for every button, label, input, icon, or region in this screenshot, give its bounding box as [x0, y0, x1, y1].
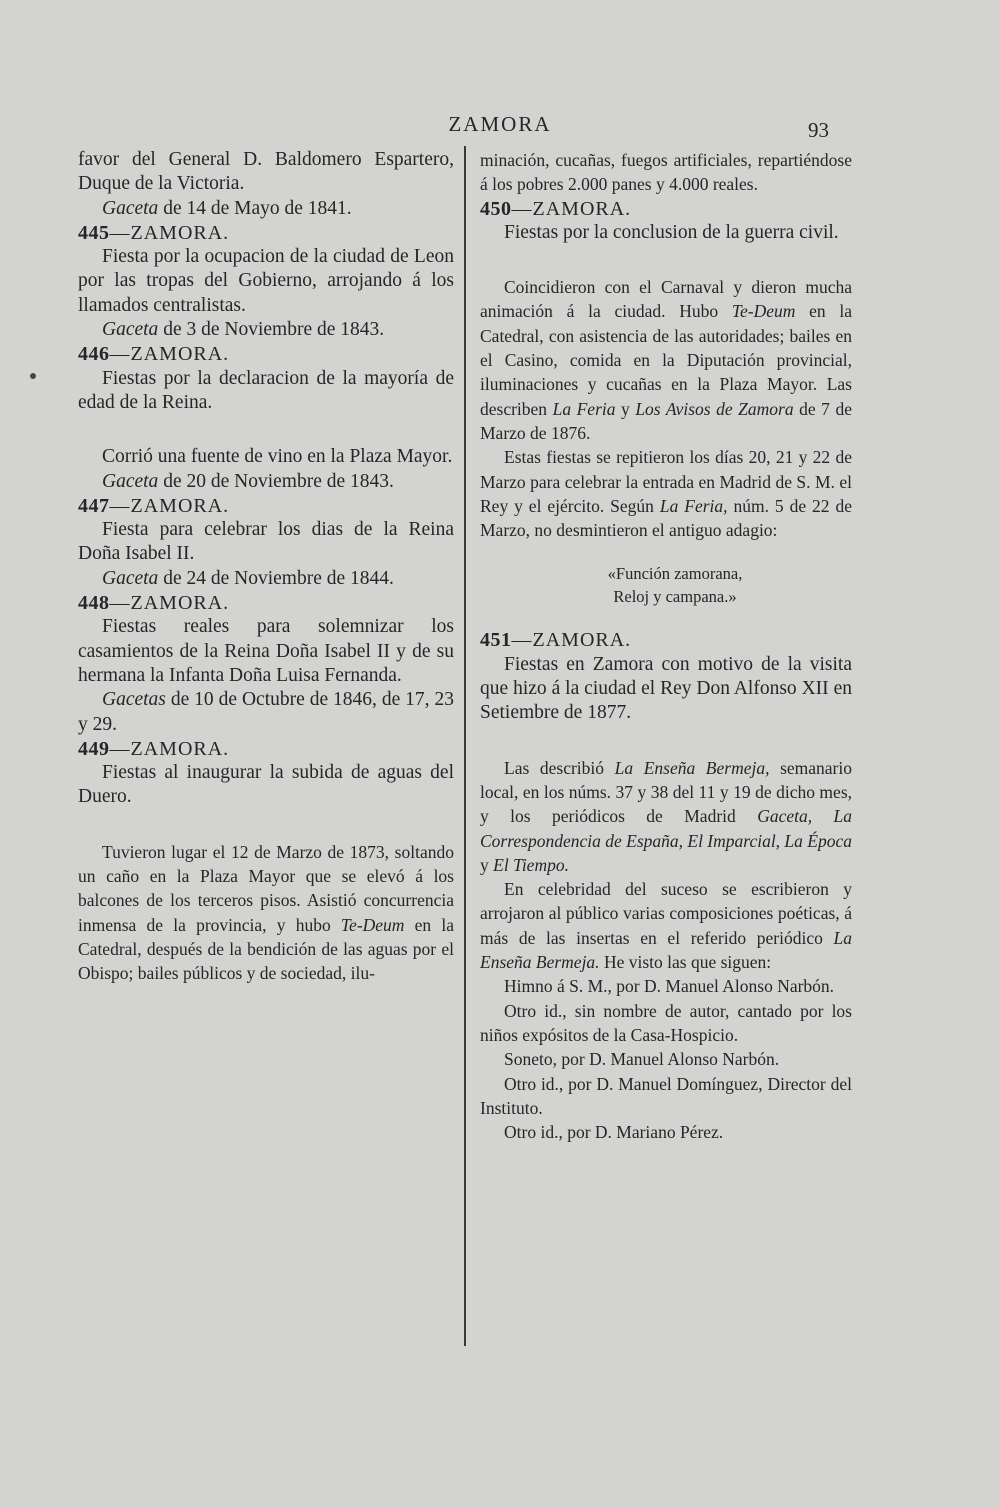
- entry-heading-449: 449—ZAMORA.: [78, 737, 230, 760]
- running-head: ZAMORA: [448, 112, 552, 136]
- list-item: Otro id., por D. Manuel Domínguez, Director del Instituto.: [480, 1073, 852, 1118]
- adage-quote: [480, 562, 852, 608]
- continued-text: minación, cucañas, fuegos artificiales, repartiéndose á los pobres 2.000 panes y 4.000 reales.: [480, 150, 852, 195]
- entry-text-447: Fiesta para celebrar los dias de la Reina Doña Isabel II.: [78, 519, 454, 565]
- entry-text-448: Fiestas reales para solemnizar los casamientos de la Reina Doña Isabel II y de su hermana la Infanta Doña Luisa Fernanda.: [78, 616, 454, 686]
- ink-blemish: [30, 373, 36, 379]
- entry-text-449: Fiestas al inaugurar la subida de aguas del Duero.: [78, 762, 454, 808]
- continued-text: favor del General D. Baldomero Espartero, Duque de la Victoria.: [78, 149, 454, 195]
- entry-text-451: Fiestas en Zamora con motivo de la visita que hizo á la ciudad el Rey Don Alfonso XII en Setiembre de 1877.: [480, 653, 852, 724]
- source-citation: Gaceta de 14 de Mayo de 1841.: [102, 197, 352, 219]
- entry-text-450: Fiestas por la conclusion de la guerra civil.: [504, 221, 839, 243]
- adage-line-1: «Función zamorana,: [607, 564, 743, 584]
- entry-note-451-a: Las describió La Enseña Bermeja, semanario local, en los núms. 37 y 38 del 11 y 19 de dicho mes, y los periódicos de Madrid Gaceta, La Correspondencia de España, El Imparcial, La Época y El Tiempo.: [480, 757, 852, 875]
- source-citation-448: Gacetas de 10 de Octubre de 1846, de 17, 23 y 29.: [78, 689, 454, 735]
- list-item: Otro id., por D. Mariano Pérez.: [504, 1122, 724, 1143]
- entry-heading-450: 450—ZAMORA.: [480, 197, 632, 220]
- source-citation-447: Gaceta de 24 de Noviembre de 1844.: [102, 567, 394, 589]
- source-citation-445: Gaceta de 3 de Noviembre de 1843.: [102, 319, 385, 341]
- entry-heading-448: 448—ZAMORA.: [78, 592, 230, 615]
- list-item: Soneto, por D. Manuel Alonso Narbón.: [504, 1049, 780, 1070]
- entry-text-446: Fiestas por la declaracion de la mayoría de edad de la Reina.: [78, 367, 454, 413]
- entry-note-451-b: En celebridad del suceso se escribieron y arrojaron al público varias composiciones poéticas, á más de las insertas en el referido periódico La Enseña Bermeja. He visto las que siguen:: [480, 879, 852, 973]
- entry-heading-445: 445—ZAMORA.: [78, 221, 230, 244]
- adage-line-2: Reloj y campana.»: [613, 587, 737, 607]
- list-item: Himno á S. M., por D. Manuel Alonso Narbón.: [504, 976, 835, 997]
- entry-heading-446: 446—ZAMORA.: [78, 343, 230, 366]
- source-citation-446: Gaceta de 20 de Noviembre de 1843.: [102, 470, 394, 492]
- right-column: [480, 148, 852, 1144]
- entry-heading-447: 447—ZAMORA.: [78, 494, 230, 517]
- entry-note-449: Tuvieron lugar el 12 de Marzo de 1873, soltando un caño en la Plaza Mayor que se elevó á los balcones de los terceros pisos. Asistió concurrencia inmensa de la provincia, y hubo Te-Deum en la Catedral, después de la bendición de las aguas por el Obispo; bailes públicos y de sociedad, ilu-: [78, 841, 454, 984]
- page-number: 93: [808, 118, 829, 142]
- column-divider: [464, 146, 466, 1346]
- left-column: [78, 148, 454, 986]
- entry-note-446: Corrió una fuente de vino en la Plaza Mayor.: [102, 446, 453, 468]
- entry-text-445: Fiesta por la ocupacion de la ciudad de Leon por las tropas del Gobierno, arrojando á los llamados centralistas.: [78, 246, 454, 316]
- list-item: Otro id., sin nombre de autor, cantado por los niños expósitos de la Casa-Hospicio.: [480, 1000, 852, 1045]
- entry-heading-451: 451—ZAMORA.: [480, 629, 632, 652]
- entry-note-450-b: Estas fiestas se repitieron los días 20, 21 y 22 de Marzo para celebrar la entrada en Madrid de S. M. el Rey y el ejército. Según La Feria, núm. 5 de 22 de Marzo, no desmintieron el antiguo adagio:: [480, 447, 852, 541]
- entry-note-450-a: Coincidieron con el Carnaval y dieron mucha animación á la ciudad. Hubo Te-Deum en la Catedral, con asistencia de las autoridades; bailes en el Casino, comida en la Diputación provincial, iluminaciones y cucañas en la Plaza Mayor. Las describen La Feria y Los Avisos de Zamora de 7 de Marzo de 1876.: [480, 277, 852, 443]
